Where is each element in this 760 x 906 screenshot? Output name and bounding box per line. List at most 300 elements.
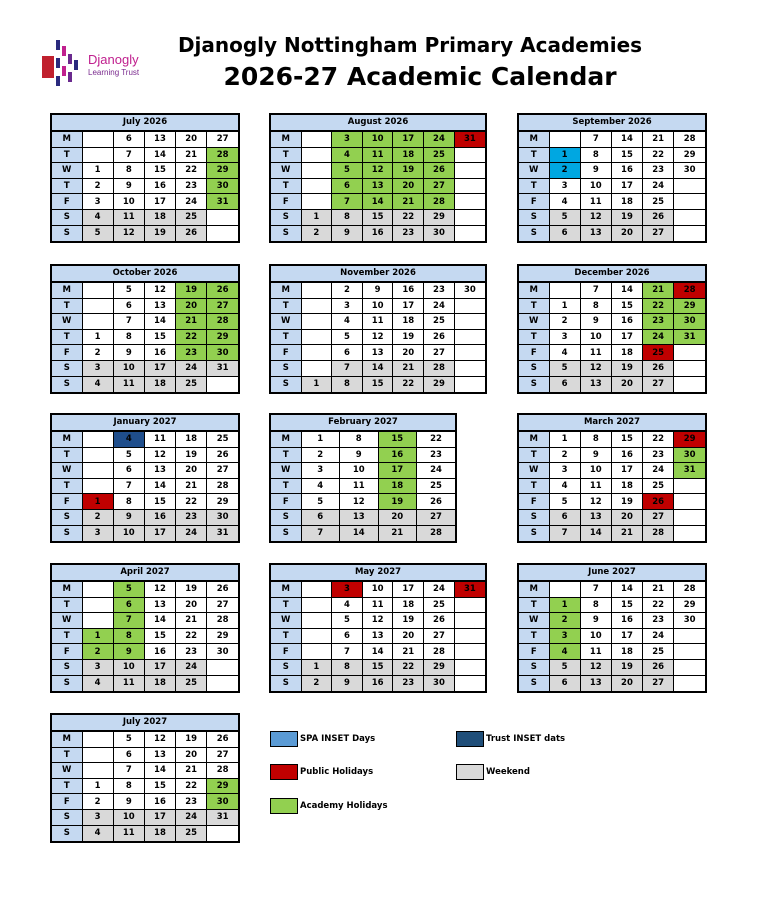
date-cell [301,132,332,148]
date-cell [301,194,332,210]
date-cell: 11 [113,209,144,225]
date-cell [82,147,113,163]
week-row [519,225,705,241]
date-cell [207,675,238,691]
date-cell: 15 [144,628,175,644]
date-cell: 29 [207,778,238,794]
week-row [52,794,238,810]
week-row [519,509,705,525]
date-cell: 30 [674,314,705,330]
date-cell: 11 [113,825,144,841]
date-cell: 28 [424,644,455,660]
date-cell: 8 [113,163,144,179]
date-cell: 10 [580,628,611,644]
date-cell [82,732,113,748]
date-cell: 15 [144,329,175,345]
week-row [52,345,238,361]
date-cell [674,360,705,376]
date-cell [674,644,705,660]
day-label: S [271,376,301,392]
date-cell: 8 [332,209,363,225]
date-cell: 18 [144,675,175,691]
date-cell: 21 [393,194,424,210]
date-cell: 7 [580,132,611,148]
day-label: T [52,178,82,194]
week-row [271,329,485,345]
date-cell: 14 [611,132,642,148]
date-cell: 29 [674,298,705,314]
date-cell: 19 [393,329,424,345]
week-row [519,194,705,210]
day-label: T [52,478,82,494]
day-label: S [519,360,549,376]
date-cell: 13 [362,178,393,194]
date-cell: 2 [549,163,580,179]
date-cell: 6 [113,597,144,613]
logo-subtext: Learning Trust [88,68,140,77]
date-cell: 25 [424,314,455,330]
date-cell: 16 [611,314,642,330]
week-row [271,345,485,361]
date-cell: 13 [144,132,175,148]
day-label: M [519,582,549,598]
week-row [271,314,485,330]
date-cell: 11 [362,597,393,613]
date-cell: 23 [176,509,207,525]
date-cell: 27 [207,463,238,479]
date-cell [454,597,485,613]
month-title: March 2027 [519,415,705,431]
day-label: W [52,763,82,779]
date-cell: 27 [207,597,238,613]
date-cell: 5 [113,447,144,463]
org-title: Djanogly Nottingham Primary Academies [177,33,643,57]
date-cell [674,628,705,644]
week-row [271,463,455,479]
date-cell: 12 [340,494,379,510]
month-title: November 2026 [271,266,485,282]
day-label: T [271,447,301,463]
date-cell: 30 [674,447,705,463]
week-row [52,747,238,763]
date-cell [301,644,332,660]
date-cell: 28 [674,132,705,148]
day-label: T [271,597,301,613]
week-row [519,478,705,494]
day-label: T [519,478,549,494]
date-cell: 4 [82,376,113,392]
day-label: T [519,147,549,163]
date-cell: 10 [113,809,144,825]
week-row [271,178,485,194]
date-cell: 30 [207,794,238,810]
day-label: F [519,345,549,361]
date-cell: 4 [332,314,363,330]
date-cell: 20 [393,178,424,194]
date-cell: 9 [332,225,363,241]
date-cell: 17 [378,463,417,479]
date-cell: 7 [549,525,580,541]
week-row [271,194,485,210]
week-row [52,597,238,613]
date-cell [454,659,485,675]
legend-swatch [456,764,484,780]
date-cell: 23 [643,447,674,463]
date-cell: 7 [113,478,144,494]
week-row [52,209,238,225]
date-cell: 8 [332,376,363,392]
date-cell: 22 [417,432,456,448]
date-cell: 3 [82,659,113,675]
date-cell: 6 [549,509,580,525]
day-label: M [519,132,549,148]
date-cell: 18 [144,376,175,392]
date-cell [454,613,485,629]
week-row [271,659,485,675]
day-label: S [519,525,549,541]
day-label: S [271,360,301,376]
month-title: December 2026 [519,266,705,282]
date-cell: 22 [643,298,674,314]
date-cell [674,209,705,225]
date-cell [301,345,332,361]
week-row [519,432,705,448]
day-label: M [52,432,82,448]
date-cell: 27 [643,376,674,392]
legend-swatch [270,798,298,814]
date-cell: 2 [301,675,332,691]
date-cell [207,825,238,841]
day-label: T [519,447,549,463]
day-label: W [519,463,549,479]
date-cell [454,225,485,241]
day-label: T [52,147,82,163]
date-cell: 25 [207,432,238,448]
day-label: S [52,225,82,241]
date-cell: 24 [424,582,455,598]
day-label: S [519,509,549,525]
date-cell: 9 [113,644,144,660]
date-cell: 19 [393,163,424,179]
week-row [52,225,238,241]
date-cell: 7 [113,763,144,779]
day-label: S [519,376,549,392]
date-cell: 17 [611,628,642,644]
date-cell [207,225,238,241]
week-row [52,509,238,525]
week-row [519,329,705,345]
date-cell: 17 [611,463,642,479]
date-cell: 23 [417,447,456,463]
date-cell: 26 [643,360,674,376]
day-label: F [519,644,549,660]
date-cell: 1 [549,298,580,314]
day-label: F [271,494,301,510]
day-label: S [519,225,549,241]
date-cell: 25 [424,597,455,613]
date-cell: 31 [207,360,238,376]
day-label: M [52,132,82,148]
day-label: S [271,209,301,225]
day-label: W [271,463,301,479]
date-cell [454,314,485,330]
week-row [271,675,485,691]
date-cell [549,132,580,148]
date-cell: 25 [424,147,455,163]
date-cell: 10 [340,463,379,479]
date-cell: 17 [144,194,175,210]
date-cell: 19 [144,225,175,241]
week-row [519,597,705,613]
day-label: S [52,659,82,675]
date-cell: 3 [332,132,363,148]
day-label: T [271,147,301,163]
date-cell: 17 [393,298,424,314]
date-cell [82,447,113,463]
week-row [52,376,238,392]
date-cell: 21 [378,525,417,541]
date-cell: 15 [611,147,642,163]
day-label: W [52,163,82,179]
date-cell: 31 [674,329,705,345]
date-cell: 11 [144,432,175,448]
date-cell: 12 [580,659,611,675]
date-cell: 26 [207,732,238,748]
date-cell [207,376,238,392]
date-cell [82,763,113,779]
logo [40,36,150,94]
date-cell: 29 [424,209,455,225]
day-label: M [52,582,82,598]
date-cell: 18 [144,209,175,225]
date-cell [82,747,113,763]
date-cell: 26 [207,283,238,299]
date-cell: 14 [362,644,393,660]
month-title: September 2026 [519,115,705,131]
date-cell: 16 [611,447,642,463]
date-cell: 8 [113,778,144,794]
date-cell: 14 [580,525,611,541]
day-label: F [519,194,549,210]
date-cell: 14 [362,360,393,376]
date-cell: 29 [207,628,238,644]
date-cell: 13 [340,509,379,525]
date-cell: 26 [176,225,207,241]
week-row [271,644,485,660]
week-row [52,778,238,794]
month-block [517,563,707,693]
date-cell: 31 [454,132,485,148]
date-cell: 29 [207,494,238,510]
date-cell: 27 [207,747,238,763]
date-cell: 1 [82,163,113,179]
week-row [52,644,238,660]
date-cell: 12 [580,360,611,376]
date-cell [82,613,113,629]
date-cell: 5 [82,225,113,241]
date-cell: 15 [144,163,175,179]
month-block [517,264,707,394]
date-cell: 21 [176,147,207,163]
date-cell: 5 [332,163,363,179]
date-cell: 1 [301,659,332,675]
day-label: T [271,298,301,314]
date-cell: 8 [332,659,363,675]
date-cell: 28 [207,763,238,779]
date-cell: 12 [362,163,393,179]
day-label: T [52,628,82,644]
date-cell: 20 [611,376,642,392]
date-cell: 6 [332,628,363,644]
date-cell: 21 [393,644,424,660]
day-label: W [52,314,82,330]
date-cell: 3 [82,360,113,376]
date-cell: 3 [82,194,113,210]
week-row [519,314,705,330]
week-row [271,509,455,525]
day-label: T [519,597,549,613]
week-row [52,463,238,479]
day-label: W [52,463,82,479]
day-label: S [52,825,82,841]
week-row [271,628,485,644]
date-cell: 28 [424,194,455,210]
day-label: S [52,209,82,225]
week-row [519,659,705,675]
date-cell: 26 [643,494,674,510]
date-cell: 9 [113,345,144,361]
week-row [52,675,238,691]
week-row [519,283,705,299]
date-cell [301,163,332,179]
month-title: May 2027 [271,565,485,581]
date-cell: 24 [176,194,207,210]
date-cell [301,582,332,598]
month-title: July 2026 [52,115,238,131]
legend-swatch [456,731,484,747]
date-cell [454,675,485,691]
date-cell: 17 [144,659,175,675]
month-block [50,113,240,243]
date-cell: 2 [332,283,363,299]
date-cell: 20 [611,675,642,691]
date-cell: 9 [580,314,611,330]
date-cell: 25 [643,345,674,361]
date-cell: 22 [643,597,674,613]
date-cell: 13 [580,225,611,241]
week-row [519,675,705,691]
date-cell: 22 [176,494,207,510]
date-cell: 17 [611,329,642,345]
date-cell: 6 [549,376,580,392]
date-cell: 23 [393,225,424,241]
date-cell: 11 [580,194,611,210]
date-cell: 12 [362,613,393,629]
date-cell: 2 [82,345,113,361]
date-cell [674,478,705,494]
date-cell [674,345,705,361]
date-cell: 15 [362,376,393,392]
date-cell: 19 [176,283,207,299]
date-cell: 2 [301,225,332,241]
week-row [271,163,485,179]
date-cell: 6 [113,463,144,479]
month-title: January 2027 [52,415,238,431]
date-cell: 4 [82,675,113,691]
month-block [269,113,487,243]
date-cell: 14 [144,613,175,629]
month-block [50,713,240,843]
date-cell: 5 [113,582,144,598]
date-cell: 1 [82,778,113,794]
date-cell: 13 [144,597,175,613]
date-cell: 27 [643,509,674,525]
date-cell: 15 [378,432,417,448]
date-cell: 24 [643,178,674,194]
month-title: April 2027 [52,565,238,581]
week-row [52,163,238,179]
date-cell: 31 [674,463,705,479]
date-cell: 14 [611,283,642,299]
date-cell: 19 [611,209,642,225]
date-cell: 23 [176,644,207,660]
date-cell: 30 [454,283,485,299]
date-cell: 28 [674,283,705,299]
week-row [519,178,705,194]
date-cell: 15 [611,298,642,314]
day-label: T [52,447,82,463]
week-row [519,644,705,660]
date-cell: 21 [643,132,674,148]
date-cell: 3 [549,628,580,644]
date-cell [301,360,332,376]
date-cell: 28 [207,314,238,330]
date-cell: 30 [207,509,238,525]
date-cell: 12 [144,582,175,598]
date-cell [674,675,705,691]
month-block [517,413,707,543]
week-row [52,659,238,675]
logo-text: Djanogly [88,52,139,67]
date-cell: 29 [674,597,705,613]
legend-swatch [270,764,298,780]
date-cell: 16 [144,345,175,361]
date-cell: 22 [176,163,207,179]
date-cell: 16 [362,225,393,241]
week-row [52,809,238,825]
date-cell: 30 [207,178,238,194]
week-row [52,147,238,163]
date-cell: 10 [113,525,144,541]
week-row [519,494,705,510]
date-cell [207,659,238,675]
week-row [52,283,238,299]
date-cell: 1 [549,432,580,448]
week-row [271,613,485,629]
date-cell: 2 [549,613,580,629]
day-label: T [52,778,82,794]
date-cell: 11 [113,376,144,392]
date-cell: 16 [362,675,393,691]
date-cell: 14 [144,147,175,163]
day-label: M [271,432,301,448]
date-cell: 10 [113,360,144,376]
date-cell [301,314,332,330]
day-label: S [519,675,549,691]
day-label: S [271,225,301,241]
date-cell: 18 [611,194,642,210]
date-cell: 24 [643,329,674,345]
